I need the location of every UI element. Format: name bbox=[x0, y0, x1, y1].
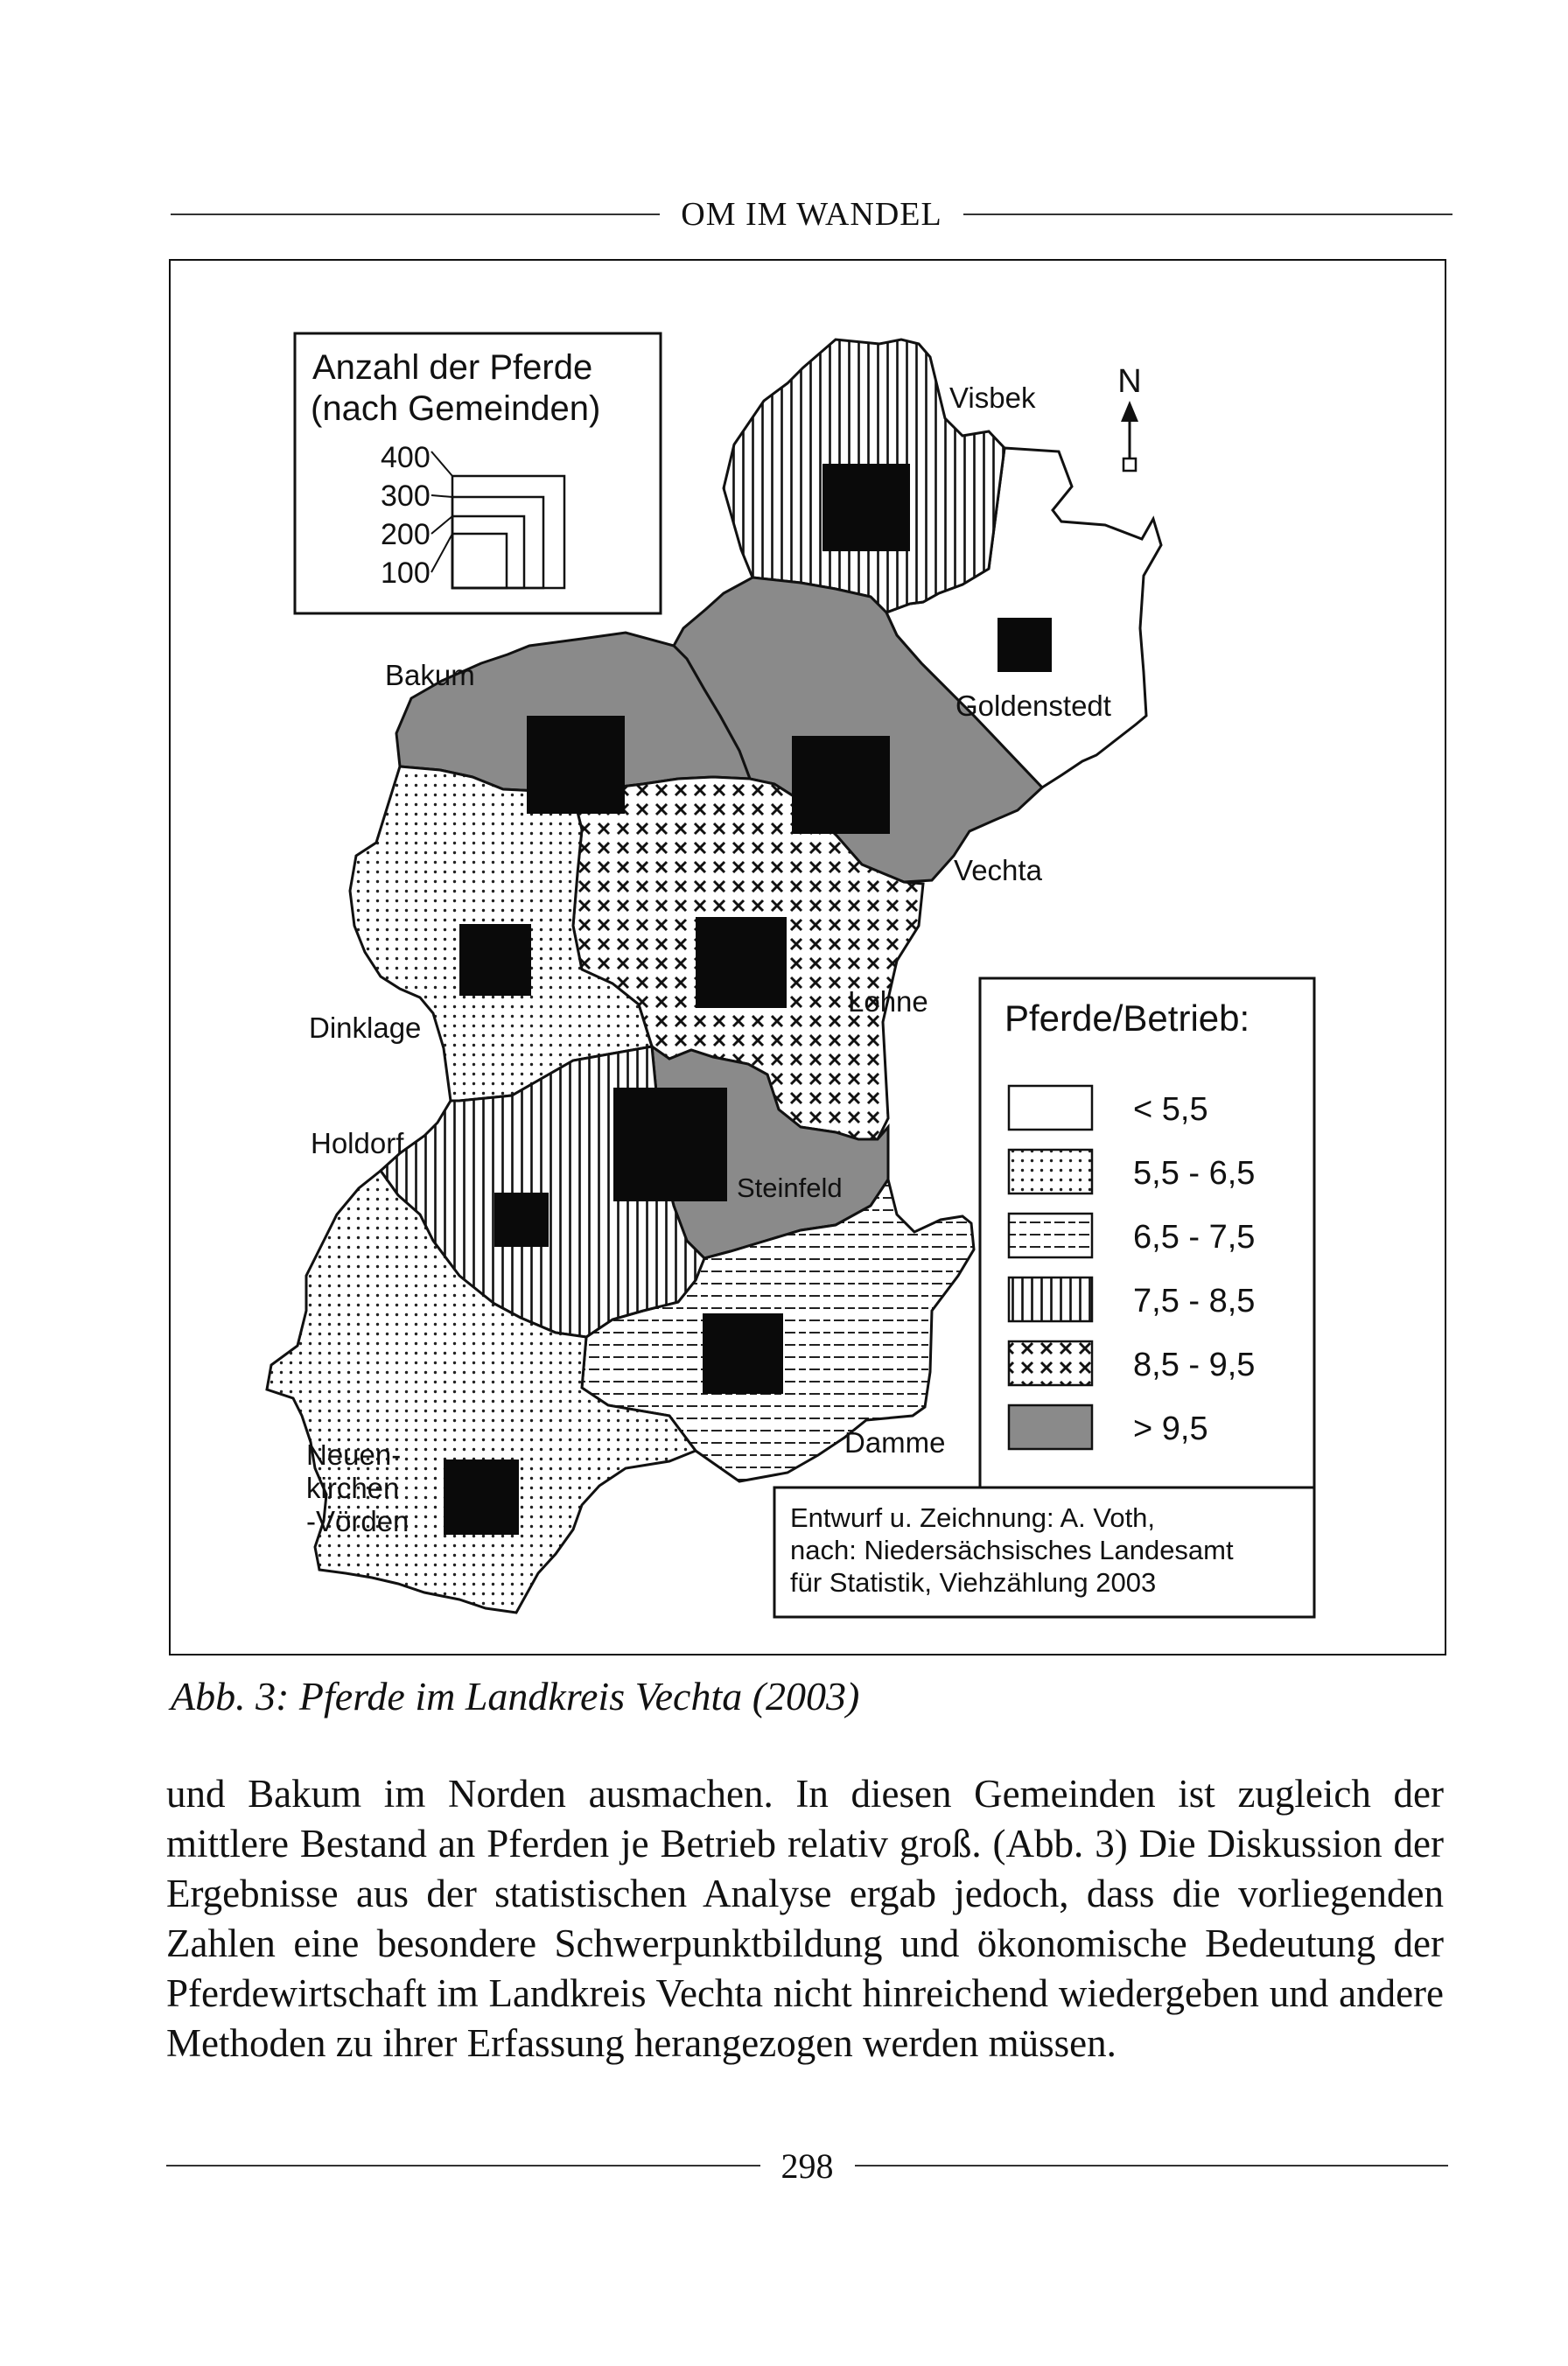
credit-line-3: für Statistik, Viehzählung 2003 bbox=[790, 1567, 1157, 1598]
size-legend-value-300: 300 bbox=[381, 480, 430, 513]
legend-label-lt55: < 5,5 bbox=[1133, 1091, 1208, 1128]
size-legend-value-100: 100 bbox=[381, 556, 430, 590]
symbol-damme bbox=[703, 1313, 783, 1394]
size-legend bbox=[295, 333, 661, 613]
label-holdorf: Holdorf bbox=[311, 1127, 404, 1159]
legend-swatch-75-85 bbox=[1009, 1278, 1092, 1321]
footer-rule-left bbox=[166, 2165, 760, 2166]
symbol-holdorf bbox=[494, 1193, 549, 1247]
label-steinfeld: Steinfeld bbox=[737, 1172, 843, 1203]
legend-swatch-gt95 bbox=[1009, 1405, 1092, 1449]
legend-label-75-85: 7,5 - 8,5 bbox=[1133, 1283, 1256, 1320]
symbol-goldenstedt bbox=[998, 618, 1052, 672]
symbol-dinklage bbox=[459, 924, 531, 996]
running-head-title: OM IM WANDEL bbox=[681, 196, 942, 233]
legend-label-85-95: 8,5 - 9,5 bbox=[1133, 1347, 1256, 1383]
symbol-neuenkirchen-voerden bbox=[444, 1460, 519, 1535]
size-legend-title-2: (nach Gemeinden) bbox=[311, 389, 601, 428]
label-bakum: Bakum bbox=[385, 659, 475, 691]
symbol-steinfeld bbox=[613, 1088, 727, 1201]
class-legend-title: Pferde/Betrieb: bbox=[1004, 998, 1250, 1039]
vechta-map bbox=[171, 261, 1446, 1656]
size-legend-title-1: Anzahl der Pferde bbox=[312, 348, 593, 387]
north-label: N bbox=[1117, 363, 1142, 400]
label-vechta: Vechta bbox=[954, 854, 1042, 886]
label-visbek: Visbek bbox=[949, 382, 1036, 414]
legend-label-65-75: 6,5 - 7,5 bbox=[1133, 1219, 1256, 1256]
figure-caption: Abb. 3: Pferde im Landkreis Vechta (2003) bbox=[171, 1674, 860, 1718]
map-figure bbox=[169, 259, 1446, 1656]
north-arrow bbox=[1117, 363, 1141, 471]
label-neuenkirchen-2: kirchen bbox=[306, 1472, 400, 1504]
legend-swatch-lt55 bbox=[1009, 1086, 1092, 1130]
label-neuenkirchen-1: Neuen- bbox=[306, 1438, 402, 1471]
header-rule-left bbox=[171, 214, 660, 215]
credit-line-2: nach: Niedersächsisches Landesamt bbox=[790, 1535, 1234, 1565]
header-rule-right bbox=[963, 214, 1452, 215]
symbol-visbek bbox=[822, 464, 910, 551]
running-head bbox=[171, 184, 1452, 245]
page-footer bbox=[166, 2139, 1448, 2192]
body-paragraph: und Bakum im Norden ausmachen. In diesen Gemeinden ist zugleich der mittlere Bestand an Pferden je Betrieb relativ groß. (Abb. 3) Die Diskussion der Ergebnisse aus der statistischen Analyse ergab jedoch, dass die vorliegenden Zahlen eine besondere Schwerpunktbildung und ökonomische Bedeutung der Pferdewirtschaft im Landkreis Vechta nicht hinreichend wiedergeben und andere Methoden zu ihrer Erfassung herangezogen werden müssen. bbox=[166, 1772, 1444, 2065]
symbol-bakum bbox=[527, 716, 625, 814]
symbol-lohne bbox=[696, 917, 787, 1008]
size-legend-value-400: 400 bbox=[381, 441, 430, 474]
label-damme: Damme bbox=[844, 1426, 946, 1459]
credit-line-1: Entwurf u. Zeichnung: A. Voth, bbox=[790, 1502, 1156, 1533]
credit-box bbox=[774, 1488, 1314, 1617]
legend-label-55-65: 5,5 - 6,5 bbox=[1133, 1155, 1256, 1192]
legend-swatch-85-95 bbox=[1009, 1341, 1092, 1385]
label-dinklage: Dinklage bbox=[309, 1012, 422, 1044]
size-legend-value-200: 200 bbox=[381, 518, 430, 551]
label-lohne: Lohne bbox=[848, 985, 928, 1018]
label-neuenkirchen-3: -Vörden bbox=[306, 1505, 410, 1537]
footer-rule-right bbox=[855, 2165, 1449, 2166]
class-legend bbox=[980, 978, 1314, 1488]
symbol-vechta bbox=[792, 736, 890, 834]
legend-swatch-65-75 bbox=[1009, 1214, 1092, 1257]
page-number: 298 bbox=[780, 2146, 834, 2186]
legend-label-gt95: > 9,5 bbox=[1133, 1410, 1208, 1447]
label-goldenstedt: Goldenstedt bbox=[956, 690, 1111, 722]
legend-swatch-55-65 bbox=[1009, 1150, 1092, 1194]
